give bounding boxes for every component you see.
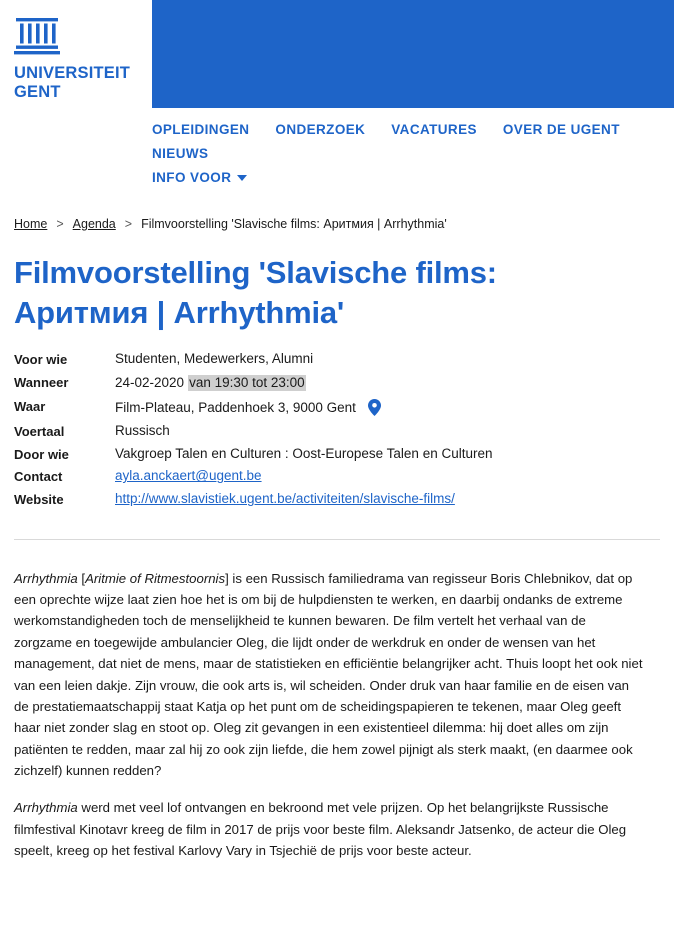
- breadcrumb-separator-2: >: [124, 217, 133, 231]
- article-body: [14, 568, 646, 862]
- logo-wordmark-line1: UNIVERSITEIT: [14, 64, 131, 82]
- article-p1-text: ] is een Russisch familiedrama van regisseur Boris Chlebnikov, dat op een oprechte wijze laat zien hoe het is om bij de hulpdiensten te werken, en daarbij ondanks de extreme werkomstandigheden toch de menselijkheid te kunnen bewaren. De film vertelt het verhaal van de zorgzame en toegewijde ambulancier Oleg, die lijdt onder de werkdruk en onder de wensen van het management, dat niet de mens, maar de statistieken en efficiëntie belangrijker acht. Thuis loopt het ook niet van een leien dakje. Zijn vrouw, die ook arts is, wil scheiden. Onder druk van haar familie en de eisen van de prestatiemaatschappij staat Katja op het punt om de scheidingspapieren te tekenen, maar Oleg geeft haar niet zonder slag en stoot op. Oleg zit gevangen in een existentieel dilemma: hij doet alles om zijn patiënten te redden, maar zal hij zo ook zijn liefde, die hem zowel pijnigt als sterk maakt, (en daarmee ook zichzelf) kunnen redden?: [14, 570, 643, 779]
- nav-item-vacatures[interactable]: VACATURES: [391, 122, 477, 137]
- detail-row-website: [14, 492, 660, 507]
- article-paragraph-2: [14, 797, 646, 861]
- article-p1-alt-title: Aritmie of Ritmestoornis: [85, 570, 226, 586]
- detail-label-website: Website: [14, 492, 64, 508]
- detail-label-contact: Contact: [14, 469, 63, 485]
- nav-secondary-row: [152, 170, 674, 185]
- detail-value-voertaal: Russisch: [115, 423, 170, 439]
- detail-label-wanneer: Wanneer: [14, 374, 69, 390]
- section-divider: [14, 539, 660, 540]
- detail-row-door-wie: [14, 447, 660, 462]
- event-details: [14, 352, 660, 506]
- breadcrumb-separator-1: >: [56, 217, 64, 231]
- ugent-logo[interactable]: [0, 0, 152, 108]
- main-navigation: [0, 108, 674, 185]
- detail-label-voertaal: Voertaal: [14, 424, 65, 440]
- nav-primary-row: [152, 122, 674, 161]
- breadcrumb-item-agenda[interactable]: Agenda: [72, 217, 116, 231]
- detail-value-waar: [115, 399, 660, 416]
- detail-value-voor-wie: Studenten, Medewerkers, Alumni: [115, 351, 314, 367]
- breadcrumb-current: Filmvoorstelling 'Slavische films: Аритмия | Arrhythmia': [141, 217, 447, 231]
- page-title: Filmvoorstelling 'Slavische films: Аритмия | Arrhythmia': [14, 255, 497, 330]
- detail-value-contact: [115, 469, 660, 483]
- article-p2-film-title: Arrhythmia: [14, 800, 78, 816]
- detail-label-waar: Waar: [14, 399, 46, 415]
- chevron-down-icon[interactable]: [237, 175, 247, 181]
- contact-email-link[interactable]: ayla.anckaert@ugent.be: [115, 468, 262, 484]
- detail-row-voertaal: [14, 424, 660, 439]
- article-p1-bracket-open: [: [77, 570, 86, 586]
- site-header: [0, 0, 674, 108]
- logo-wordmark-line2: GENT: [14, 82, 61, 101]
- nav-item-nieuws[interactable]: NIEUWS: [152, 146, 209, 161]
- map-pin-icon[interactable]: [368, 399, 381, 416]
- website-link[interactable]: http://www.slavistiek.ugent.be/activiteiten/slavische-films/: [115, 491, 455, 507]
- page-content: [0, 217, 674, 862]
- detail-label-door-wie: Door wie: [14, 446, 69, 462]
- header-blue-bar: [152, 0, 674, 108]
- detail-row-wanneer: [14, 375, 660, 391]
- article-p2-text: werd met veel lof ontvangen en bekroond met vele prijzen. Op het belangrijkste Russische filmfestival Kinotavr kreeg de film in 2017 de prijs voor beste film. Aleksandr Jatsenko, de acteur die Oleg speelt, kreeg op het festival Karlovy Vary in Tsjechië de prijs voor beste acteur.: [14, 800, 627, 859]
- detail-row-contact: [14, 469, 660, 484]
- detail-label-voor-wie: Voor wie: [14, 352, 68, 368]
- detail-row-waar: [14, 399, 660, 416]
- detail-location-text: Film-Plateau, Paddenhoek 3, 9000 Gent: [115, 399, 356, 415]
- detail-row-voor-wie: [14, 352, 660, 367]
- detail-value-door-wie: Vakgroep Talen en Culturen : Oost-Europese Talen en Culturen: [115, 445, 493, 461]
- nav-item-info-voor[interactable]: INFO VOOR: [152, 170, 232, 185]
- nav-item-over-de-ugent[interactable]: OVER DE UGENT: [502, 122, 620, 137]
- detail-value-wanneer: [115, 375, 660, 391]
- breadcrumb-item-home[interactable]: Home: [14, 217, 48, 231]
- article-p1-film-title: Arrhythmia: [14, 570, 78, 586]
- nav-item-opleidingen[interactable]: OPLEIDINGEN: [152, 122, 250, 137]
- breadcrumb: [14, 217, 660, 231]
- detail-date: 24-02-2020: [115, 374, 185, 390]
- ugent-building-logo-icon: [14, 16, 60, 56]
- article-paragraph-1: [14, 568, 646, 782]
- detail-time-highlighted: van 19:30 tot 23:00: [189, 374, 305, 390]
- nav-item-onderzoek[interactable]: ONDERZOEK: [275, 122, 366, 137]
- detail-value-website: [115, 492, 660, 506]
- logo-wordmark: [14, 64, 152, 102]
